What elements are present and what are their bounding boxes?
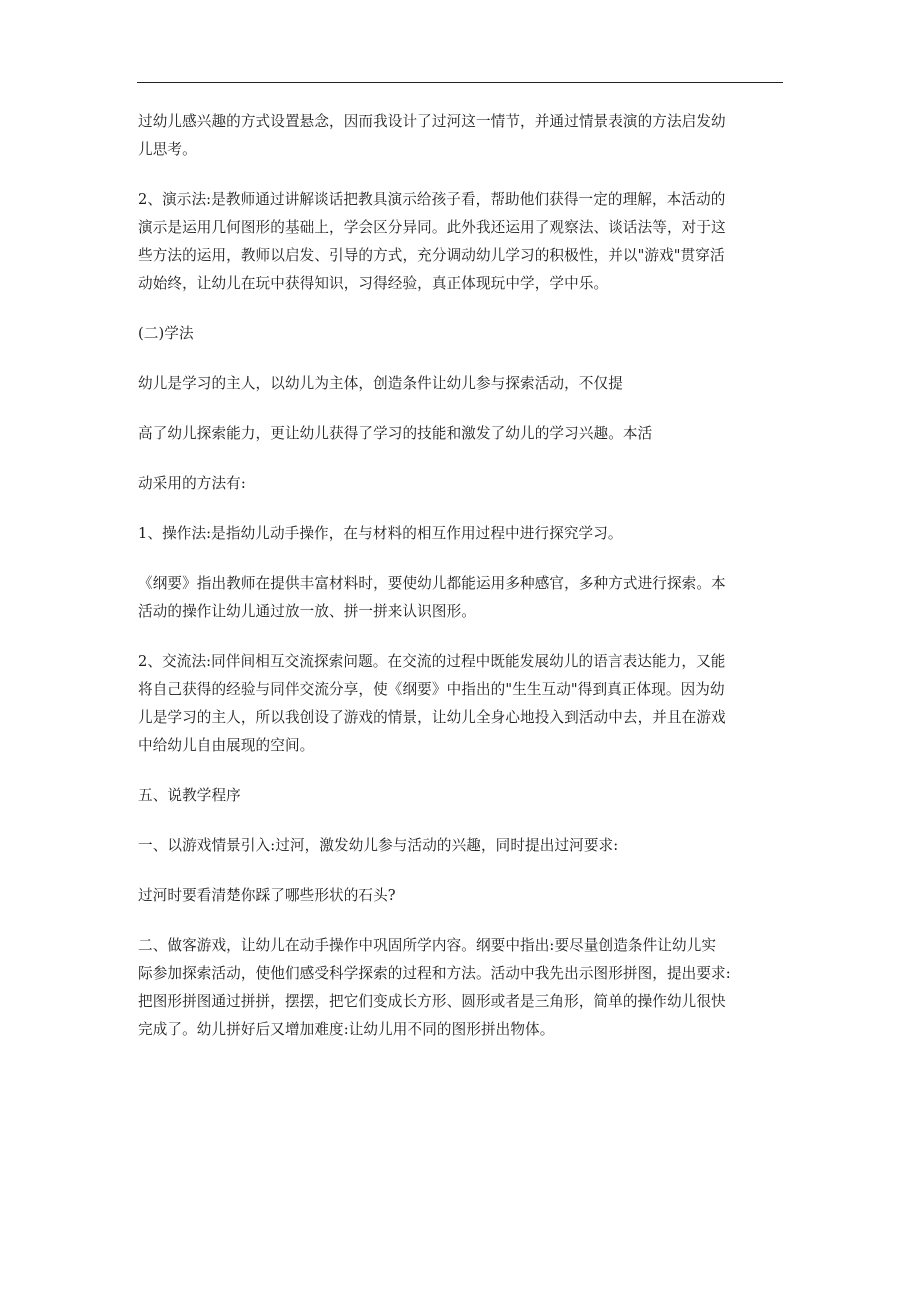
text-line: 些方法的运用，教师以启发、引导的方式，充分调动幼儿学习的积极性，并以"游戏"贯穿活 — [138, 247, 725, 264]
text-line: 一、以游戏情景引入:过河，激发幼儿参与活动的兴趣，同时提出过河要求: — [138, 837, 619, 854]
text-line: 过幼儿感兴趣的方式设置悬念，因而我设计了过河这一情节，并通过情景表演的方法启发幼 — [138, 113, 726, 130]
paragraph — [138, 186, 788, 298]
text-line: 完成了。幼儿拼好后又增加难度:让幼儿用不同的图形拼出物体。 — [138, 1021, 555, 1038]
text-line: 儿思考。 — [138, 141, 197, 158]
text-line: 1、操作法:是指幼儿动手操作，在与材料的相互作用过程中进行探究学习。 — [138, 525, 623, 542]
text-line: (二)学法 — [138, 325, 194, 342]
section-heading — [138, 782, 788, 810]
paragraph — [138, 520, 788, 548]
text-line: 中给幼儿自由展现的空间。 — [138, 737, 315, 754]
text-line: 演示是运用几何图形的基础上，学会区分异同。此外我还运用了观察法、谈话法等，对于这 — [138, 219, 726, 236]
paragraph — [138, 470, 788, 498]
text-line: 动始终，让幼儿在玩中获得知识，习得经验，真正体现玩中学，学中乐。 — [138, 275, 609, 292]
document-body — [138, 108, 788, 1066]
text-line: 把图形拼图通过拼拼，摆摆，把它们变成长方形、圆形或者是三角形，简单的操作幼儿很快 — [138, 993, 726, 1010]
paragraph — [138, 108, 788, 164]
text-line: 2、演示法:是教师通过讲解谈话把教具演示给孩子看，帮助他们获得一定的理解，本活动的 — [138, 191, 726, 208]
text-line: 《纲要》指出教师在提供丰富材料时，要使幼儿都能运用多种感官，多种方式进行探索。本 — [138, 575, 726, 592]
paragraph — [138, 832, 788, 860]
paragraph — [138, 648, 788, 760]
text-line: 儿是学习的主人，所以我创设了游戏的情景，让幼儿全身心地投入到活动中去，并且在游戏 — [138, 709, 726, 726]
text-line: 2、交流法:同伴间相互交流探索问题。在交流的过程中既能发展幼儿的语言表达能力，又能 — [138, 653, 726, 670]
header-rule — [137, 82, 783, 83]
paragraph — [138, 420, 788, 448]
text-line: 二、做客游戏，让幼儿在动手操作中巩固所学内容。纲要中指出:要尽量创造条件让幼儿实 — [138, 937, 717, 954]
text-line: 过河时要看清楚你踩了哪些形状的石头? — [138, 887, 396, 904]
text-line: 高了幼儿探索能力，更让幼儿获得了学习的技能和激发了幼儿的学习兴趣。本活 — [138, 425, 653, 442]
text-line: 际参加探索活动，使他们感受科学探索的过程和方法。活动中我先出示图形拼图，提出要求: — [138, 965, 731, 982]
paragraph — [138, 882, 788, 910]
paragraph — [138, 570, 788, 626]
section-heading — [138, 320, 788, 348]
text-line: 五、说教学程序 — [138, 787, 241, 804]
paragraph — [138, 370, 788, 398]
text-line: 动采用的方法有: — [138, 475, 246, 492]
text-line: 活动的操作让幼儿通过放一放、拼一拼来认识图形。 — [138, 603, 476, 620]
paragraph — [138, 932, 788, 1044]
text-line: 将自己获得的经验与同伴交流分享，使《纲要》中指出的"生生互动"得到真正体现。因为幼 — [138, 681, 725, 698]
text-line: 幼儿是学习的主人，以幼儿为主体，创造条件让幼儿参与探索活动，不仅提 — [138, 375, 623, 392]
